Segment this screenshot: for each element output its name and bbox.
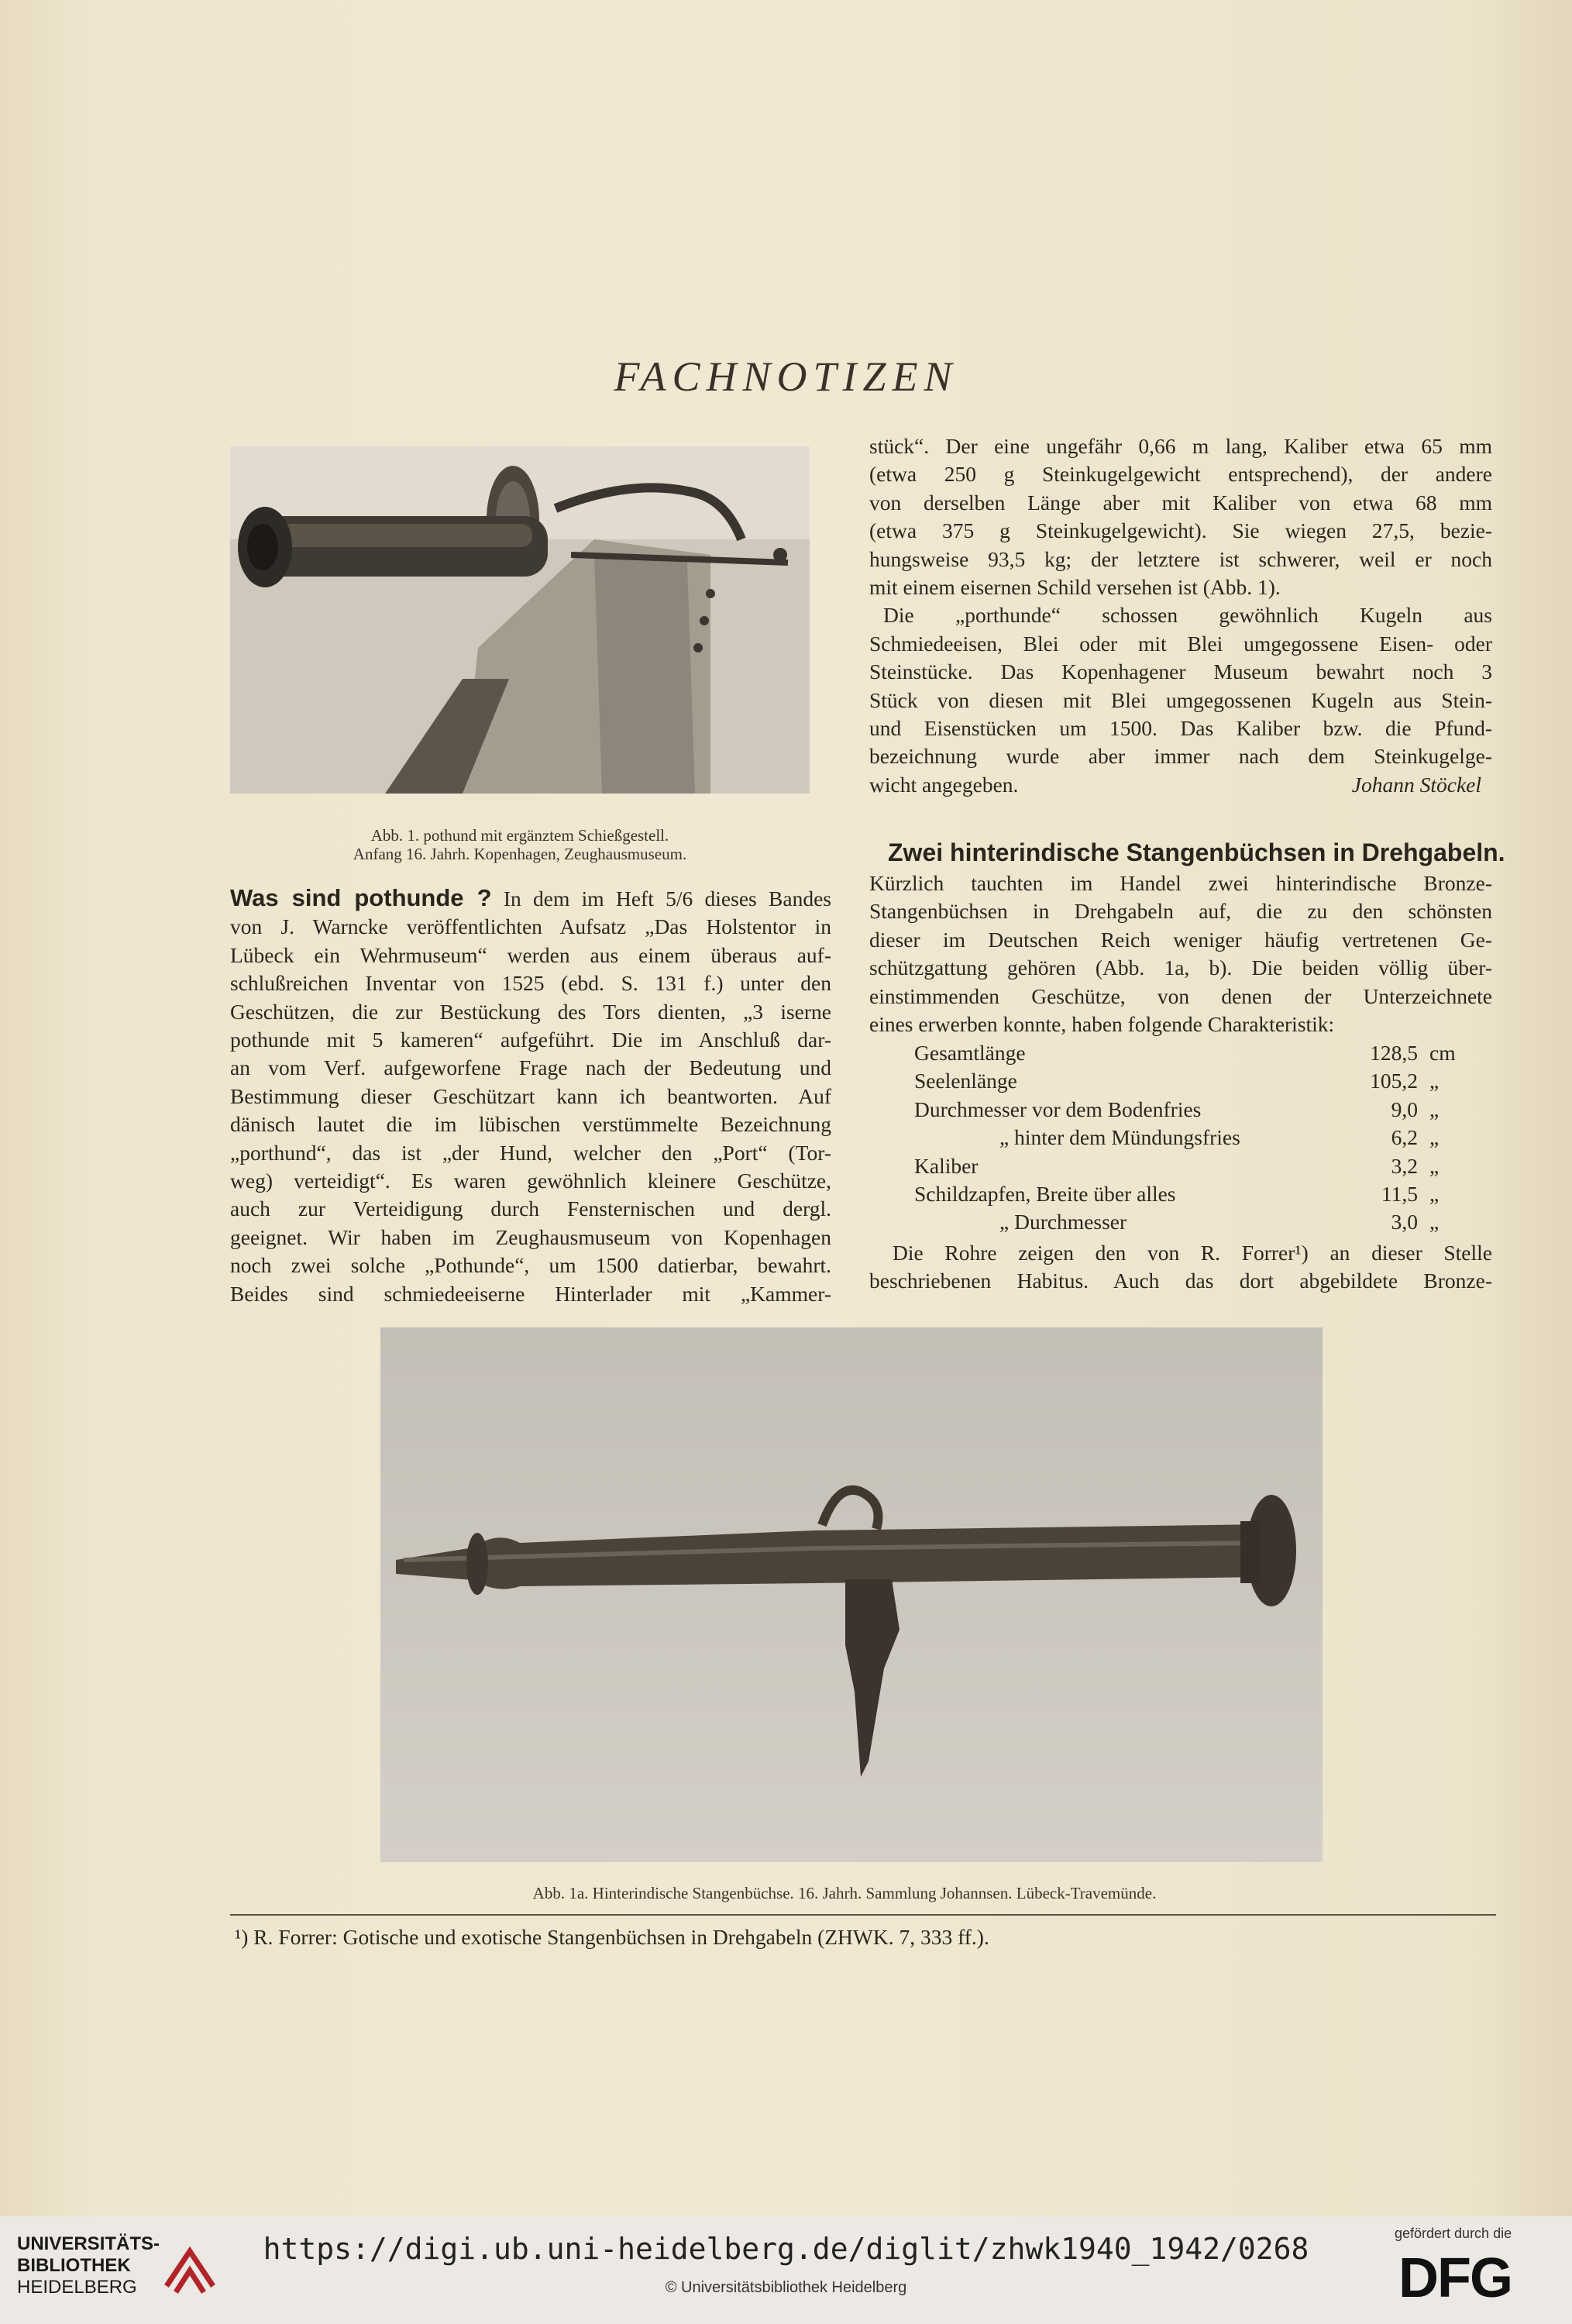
article-stangenbuechsen-end xyxy=(869,1239,1492,1296)
article-line: eines erwerben konnte, haben folgende Charakteristik: xyxy=(869,1012,1335,1037)
article-line: von derselben Länge aber mit Kaliber von etwa 68 mm xyxy=(869,490,1492,515)
article-line: Kürzlich tauchten im Handel zwei hinterindische Bronze- xyxy=(869,871,1492,895)
table-value: 3,2 xyxy=(1391,1153,1418,1178)
table-label: Kaliber xyxy=(914,1153,979,1178)
article-line: stück“. Der eine ungefähr 0,66 m lang, Kaliber etwa 65 mm xyxy=(869,434,1492,458)
table-label: „ Durchmesser xyxy=(999,1210,1127,1234)
table-unit: „ xyxy=(1429,1181,1440,1206)
table-row xyxy=(914,1067,1472,1095)
table-value: 105,2 xyxy=(1370,1069,1418,1093)
table-row xyxy=(914,1152,1472,1180)
section-heading: Zwei hinterindische Stangenbüchsen in Drehgabeln. xyxy=(888,838,1505,866)
article-line: von J. Warncke veröffentlichten Aufsatz „Das Holstentor in xyxy=(230,914,831,939)
figure-1a-photo xyxy=(380,1327,1323,1862)
figure-1a-caption: Abb. 1a. Hinterindische Stangenbüchse. 16. Jahrh. Sammlung Johannsen. Lübeck-Travemünde. xyxy=(532,1884,1157,1902)
article-line: dieser im Deutschen Reich weniger häufig vertretenen Ge- xyxy=(869,927,1492,952)
table-value: 3,0 xyxy=(1391,1210,1418,1234)
article-line: Bestimmung dieser Geschützart kann ich beantworten. Auf xyxy=(230,1083,831,1108)
table-unit: „ xyxy=(1429,1125,1440,1150)
article-line xyxy=(869,771,1492,799)
library-name-line: UNIVERSITÄTS- xyxy=(17,2233,160,2254)
table-value: 128,5 xyxy=(1370,1041,1418,1065)
article-line-text: In dem im Heft 5/6 dieses Bandes xyxy=(503,887,831,911)
article-line: bezeichnung wurde aber immer nach dem Steinkugelge- xyxy=(869,744,1492,769)
article-line: und Eisenstücken um 1500. Das Kaliber bzw. die Pfund- xyxy=(869,716,1492,741)
figure-1-caption xyxy=(230,826,810,863)
table-label: Schildzapfen, Breite über alles xyxy=(914,1181,1176,1206)
author-signature: Johann Stöckel xyxy=(1351,772,1481,797)
footnote: ¹) R. Forrer: Gotische und exotische Stangenbüchsen in Drehgabeln (ZHWK. 7, 333 ff.). xyxy=(235,1925,989,1949)
table-unit: „ xyxy=(1429,1097,1440,1121)
article-line-text: wicht angegeben. xyxy=(869,772,1019,797)
table-label: Seelenlänge xyxy=(914,1069,1017,1093)
article-line: weg) verteidigt“. Es waren gewöhnlich kleinere Geschütze, xyxy=(230,1169,831,1193)
article-heading: Was sind pothunde ? xyxy=(230,884,492,911)
table-unit: cm xyxy=(1429,1041,1456,1065)
sponsor-logo: DFG xyxy=(1398,2247,1512,2309)
article-line: Beides sind schmiedeeiserne Hinterlader mit „Kammer- xyxy=(230,1281,831,1306)
table-row xyxy=(914,1180,1472,1208)
figure-1-caption-line-1: Abb. 1. pothund mit ergänztem Schießgestell. xyxy=(370,826,669,845)
article-line: Geschützen, die zur Bestückung des Tors dienten, „3 iserne xyxy=(230,999,831,1024)
article-line: Schmiedeeisen, Blei oder mit Blei umgegossene Eisen- oder xyxy=(869,631,1492,656)
article-line: „porthund“, das ist „der Hund, welcher den „Port“ (Tor- xyxy=(230,1140,831,1165)
table-row xyxy=(914,1208,1472,1236)
article-line: Steinstücke. Das Kopenhagener Museum bewahrt noch 3 xyxy=(869,659,1492,684)
table-label: „ hinter dem Mündungsfries xyxy=(999,1125,1240,1150)
sponsor-label: gefördert durch die xyxy=(1395,2226,1512,2241)
article-line: (etwa 375 g Steinkugelgewicht). Sie wiegen 27,5, bezie- xyxy=(869,518,1492,543)
table-value: 9,0 xyxy=(1391,1097,1418,1121)
table-unit: „ xyxy=(1429,1210,1440,1234)
article-continuation xyxy=(869,432,1492,799)
article-line: geeignet. Wir haben im Zeughausmuseum von Kopenhagen xyxy=(230,1224,831,1249)
article-stangenbuechsen xyxy=(869,869,1492,1038)
article-line: einstimmenden Geschütze, von denen der Unterzeichnete xyxy=(869,983,1492,1008)
table-value: 6,2 xyxy=(1391,1125,1418,1150)
article-pothunde xyxy=(230,884,831,1308)
article-line: Stück von diesen mit Blei umgegossenen Kugeln aus Stein- xyxy=(869,687,1492,712)
table-value: 11,5 xyxy=(1381,1181,1418,1206)
article-line: noch zwei solche „Pothunde“, um 1500 datierbar, bewahrt. xyxy=(230,1253,831,1278)
table-unit: „ xyxy=(1429,1069,1440,1093)
table-label: Durchmesser vor dem Bodenfries xyxy=(914,1097,1202,1121)
article-line: hungsweise 93,5 kg; der letztere ist schwerer, weil er noch xyxy=(869,546,1492,571)
footnote-rule xyxy=(230,1914,1496,1916)
article-line: dänisch lautet die im lübischen verstümmelte Bezeichnung xyxy=(230,1112,831,1137)
article-line: Die Rohre zeigen den von R. Forrer¹) an dieser Stelle xyxy=(893,1241,1492,1265)
article-line: an vom Verf. aufgeworfene Frage nach der Bedeutung und xyxy=(230,1055,831,1080)
table-row xyxy=(914,1124,1472,1152)
article-line: Lübeck ein Wehrmuseum“ werden aus einem überaus auf- xyxy=(230,942,831,967)
page-title: FACHNOTIZEN xyxy=(614,353,958,400)
article-line: Die „porthunde“ schossen gewöhnlich Kugeln aus xyxy=(883,603,1492,628)
article-line: mit einem eisernen Schild versehen ist (Abb. 1). xyxy=(869,575,1281,600)
article-line: schlußreichen Inventar von 1525 (ebd. S. 131 f.) unter den xyxy=(230,971,831,996)
article-line: schützgattung gehören (Abb. 1a, b). Die beiden völlig über- xyxy=(869,955,1492,980)
characteristics-table xyxy=(914,1039,1472,1237)
article-line: beschriebenen Habitus. Auch das dort abgebildete Bronze- xyxy=(869,1269,1492,1293)
article-line: (etwa 250 g Steinkugelgewicht entsprechend), der andere xyxy=(869,462,1492,487)
library-name-line: HEIDELBERG xyxy=(17,2277,137,2298)
figure-1-caption-line-2: Anfang 16. Jahrh. Kopenhagen, Zeughausmuseum. xyxy=(353,845,687,863)
article-line: pothunde mit 5 kameren“ aufgeführt. Die im Anschluß dar- xyxy=(230,1028,831,1052)
library-name-line: BIBLIOTHEK xyxy=(17,2255,131,2276)
table-row xyxy=(914,1039,1472,1067)
article-line: auch zur Verteidigung durch Fensternischen und dergl. xyxy=(230,1196,831,1221)
copyright: © Universitätsbibliothek Heidelberg xyxy=(665,2279,907,2296)
table-row xyxy=(914,1096,1472,1124)
article-line xyxy=(230,884,831,913)
page-url-link[interactable]: https://digi.ub.uni-heidelberg.de/diglit/zhwk1940_1942/0268 xyxy=(263,2232,1309,2266)
table-label: Gesamtlänge xyxy=(914,1041,1026,1065)
article-line: Stangenbüchsen in Drehgabeln auf, die zu den schönsten xyxy=(869,899,1492,924)
table-unit: „ xyxy=(1429,1153,1440,1178)
figure-1-photo xyxy=(230,446,810,794)
